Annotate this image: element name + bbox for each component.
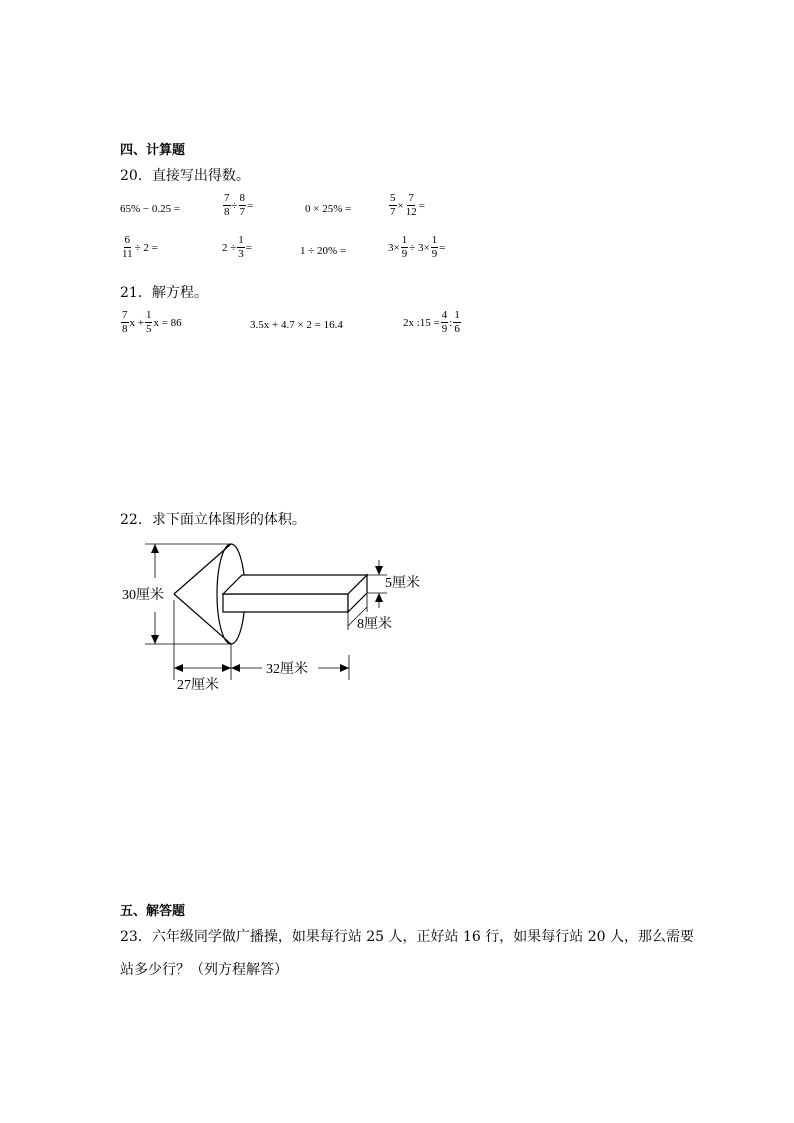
section-title: 四、计算题 [120,143,186,158]
expression-rest: ÷ 2 = [134,241,158,254]
numerator: 1 [238,234,244,246]
numerator: 1 [454,309,460,321]
equals: = [418,199,425,212]
arrowhead [340,664,349,672]
expression-part: 2 ÷ [222,241,237,254]
question-23-line-2: 站多少行？（列方程解答） [120,962,288,978]
numerator: 5 [390,192,396,204]
denominator: 8 [224,206,230,218]
denominator: 12 [405,206,417,218]
numerator: 4 [441,309,448,321]
numerator: 8 [239,192,246,204]
denominator: 3 [238,248,244,260]
denominator: 7 [390,206,396,218]
expression-part: ÷ 3× [409,241,430,254]
numerator: 6 [124,234,131,246]
arrowhead [222,664,231,672]
prism-front-face [223,594,348,612]
arrowhead [375,593,383,602]
denominator: 5 [145,323,152,335]
operator: × [397,199,404,212]
denominator: 11 [122,248,133,260]
arrowhead [231,664,240,672]
ratio-sign: : [449,316,453,329]
equals: = [439,241,446,254]
section-title: 五、解答题 [120,904,186,919]
cone-slant-top [174,544,231,594]
question-21-title: 21．解方程。 [120,285,208,301]
operator: ÷ [231,199,238,212]
label-height: 30厘米 [122,588,164,603]
label-cone-length: 27厘米 [177,678,219,693]
expression-part: x + [129,316,144,329]
arrowhead [151,544,159,553]
denominator: 9 [431,248,438,260]
prism-top-face [223,575,367,594]
equation-21-2: 3.5x + 4.7 × 2 = 16.4 [250,319,343,331]
expression-part: 2x :15 = [403,316,440,329]
numerator: 7 [122,309,128,321]
equals: = [247,199,254,212]
numerator: 1 [145,309,152,321]
denominator: 7 [239,206,246,218]
equals: = [245,241,253,254]
question-22-title: 22．求下面立体图形的体积。 [120,512,306,528]
arrowhead [174,664,183,672]
denominator: 8 [122,323,128,335]
question-23-line-1: 23．六年级同学做广播操，如果每行站 25 人，正好站 16 行，如果每行站 20 人，那么需要 [120,929,694,945]
expr-20-7: 1 ÷ 20% = [300,245,347,257]
expr-20-1: 65% − 0.25 = [120,203,181,215]
question-20-title: 20．直接写出得数。 [120,168,250,184]
numerator: 1 [431,234,438,246]
expr-20-3: 0 × 25% = [305,203,352,215]
numerator: 1 [401,234,408,246]
expression-part: x = 86 [153,316,182,329]
expression-part: 3× [388,241,400,254]
numerator: 7 [224,192,230,204]
label-width: 8厘米 [357,617,392,632]
label-prism-length: 32厘米 [266,662,308,677]
numerator: 7 [408,192,414,204]
denominator: 9 [401,248,408,260]
arrowhead [375,566,383,575]
arrowhead [151,635,159,644]
denominator: 9 [441,323,448,335]
denominator: 6 [454,323,460,335]
label-thickness: 5厘米 [385,576,420,591]
